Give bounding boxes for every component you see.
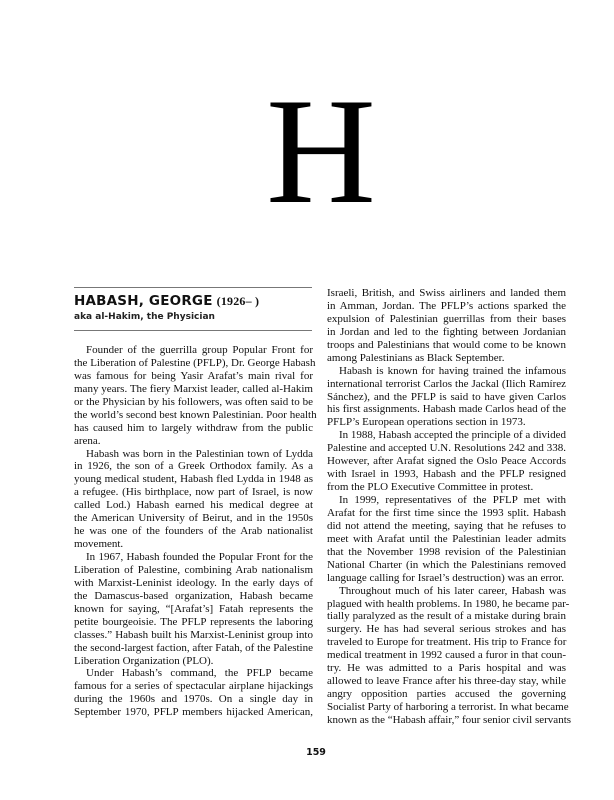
text-line: with Israel in 1993, Habash and the PFLP resigned [327, 468, 566, 481]
text-line: meet with Arafat until the Palestinian leader admits [327, 532, 566, 545]
text-line: classes.” Habash built his Marxist-Leninist group into [74, 628, 313, 641]
text-line: in Amman, Jordan. The PFLP’s actions sparked the [327, 299, 566, 312]
text-line: from the PLO Executive Committee in protest. [327, 481, 534, 494]
text-line: traveled to Europe for treatment. His trip to France for [327, 636, 567, 649]
entry-heading [74, 293, 259, 309]
text-line: petite bourgeoisie. The PFLP represents the laboring [74, 615, 313, 628]
text-line: called Lod.) Habash earned his medical degree at [74, 499, 313, 512]
text-line: Liberation Organization (PLO). [74, 654, 214, 667]
text-line: plagued with health problems. In 1980, he became par- [327, 597, 570, 610]
text-line: during the 1960s and 1970s. On a single day in [74, 693, 313, 706]
text-line: the Liberation of Palestine (PFLP), Dr. George Habash [74, 356, 316, 369]
text-line: the second-largest faction, after Fatah, of the Palestine [74, 641, 313, 654]
text-line: language calling for Israel’s destruction) was an error. [327, 571, 565, 584]
text-line: In 1999, representatives of the PFLP met with [339, 494, 566, 506]
text-line: international terrorist Carlos the Jackal (Ilich Ramírez [327, 377, 566, 390]
page-number: 159 [306, 747, 326, 758]
text-line: surgery. He has had several serious strokes and has [327, 623, 566, 636]
text-line: or the Physician by his followers, was often said to be [74, 395, 313, 408]
text-line: In 1967, Habash founded the Popular Front for the [86, 551, 313, 563]
text-line: did not attend the meeting, saying that he refuses to [327, 519, 566, 532]
text-line: Israeli, British, and Swiss airliners and landed them [327, 287, 566, 299]
text-line: medical treatment in 1992 caused a furor in that coun- [327, 649, 566, 662]
paragraph [74, 344, 317, 448]
text-line: that the November 1998 revision of the Palestinian [327, 545, 566, 558]
text-line: angry opposition parties accused the governing [327, 688, 566, 701]
text-line: expulsion of Palestinian guerrillas from their bases [327, 312, 566, 325]
text-line: many years. The fiery Marxist leader, called al-Hakim [74, 382, 313, 395]
text-line: the Damascus-based organization, Habash became [74, 589, 313, 602]
text-line: in Jordan and led to the fighting between Jordanian [327, 325, 566, 338]
text-line: famous for a series of spectacular airplane hijackings [74, 680, 313, 693]
text-line: a refugee. (His birthplace, now part of Israel, is now [74, 486, 313, 499]
text-line: Socialist Party of harboring a terrorist. In what became [327, 701, 569, 713]
entry-bottom-rule [74, 330, 312, 331]
text-line: Sánchez), and the PFLP is said to have given Carlos [327, 390, 566, 403]
text-line: with Marxist-Leninist ideology. In the early days of [74, 576, 313, 589]
text-line: Habash was born in the Palestinian town of Lydda [86, 447, 313, 460]
text-line: in 1926, the son of a Greek Orthodox family. As a [74, 460, 313, 473]
text-line: troops and Palestinians that would come to be known [327, 338, 566, 351]
paragraph [327, 494, 566, 585]
text-line: the world’s second best known Palestinian. Poor health [74, 408, 317, 421]
text-line: September 1970, PFLP members hijacked American, [74, 706, 313, 719]
text-line: he was one of the founders of the Arab nationalist [74, 525, 313, 538]
text-line: has caused him to largely withdraw from the public [74, 421, 313, 434]
left-column [74, 344, 317, 719]
text-line: Throughout much of his later career, Habash was [339, 584, 566, 597]
entry-name: HABASH, GEORGE [74, 293, 213, 309]
text-line: was famous for being Yasir Arafat’s main rival for [74, 369, 313, 382]
text-line: the American University of Beirut, and in the 1950s [74, 512, 313, 525]
text-line: known as the “Habash affair,” four senior civil servants [327, 713, 572, 726]
text-line: among Palestinians as Black September. [327, 351, 505, 364]
text-line: Liberation of Palestine, combining Arab nationalism [74, 563, 313, 576]
paragraph [74, 448, 313, 552]
text-line: tially paralyzed as the result of a mistake during brain [327, 610, 566, 623]
paragraph [327, 287, 566, 365]
entry-aka: aka al-Hakim, the Physician [74, 312, 215, 322]
right-column [327, 287, 572, 727]
text-line: young medical student, Habash fled Lydda in 1948 as [74, 473, 313, 486]
paragraph [327, 365, 566, 430]
entry-dates: (1926– ) [216, 294, 260, 308]
entry-top-rule [74, 287, 312, 288]
chapter-letter: H [266, 67, 376, 235]
paragraph [74, 551, 313, 667]
text-line: allowed to leave France after his three-day stay, while [327, 675, 566, 688]
text-line: known for saying, “[Arafat’s] Fatah represents the [74, 602, 313, 615]
paragraph [327, 429, 566, 494]
text-line: Palestine and accepted U.N. Resolutions 242 and 338. [327, 442, 566, 455]
text-line: arena. [74, 434, 101, 447]
text-line: Arafat for the first time since the 1993 split. Habash [327, 506, 566, 519]
text-line: movement. [74, 538, 124, 551]
text-line: his first assignments. Habash made Carlos head of the [327, 403, 566, 416]
text-line: In 1988, Habash accepted the principle of a divided [339, 429, 566, 442]
text-line: National Charter (in which the Palestinians removed [327, 558, 566, 571]
text-line: Habash is known for having trained the infamous [339, 364, 566, 377]
text-line: Founder of the guerrilla group Popular Front for [86, 344, 313, 356]
text-line: Under Habash’s command, the PFLP became [86, 667, 313, 680]
text-line: However, after Arafat signed the Oslo Peace Accords [327, 455, 566, 468]
text-line: PFLP’s European operations section in 1973. [327, 416, 526, 429]
paragraph [327, 584, 572, 727]
text-line: try. He was admitted to a Paris hospital and was [327, 662, 566, 675]
paragraph [74, 667, 313, 719]
